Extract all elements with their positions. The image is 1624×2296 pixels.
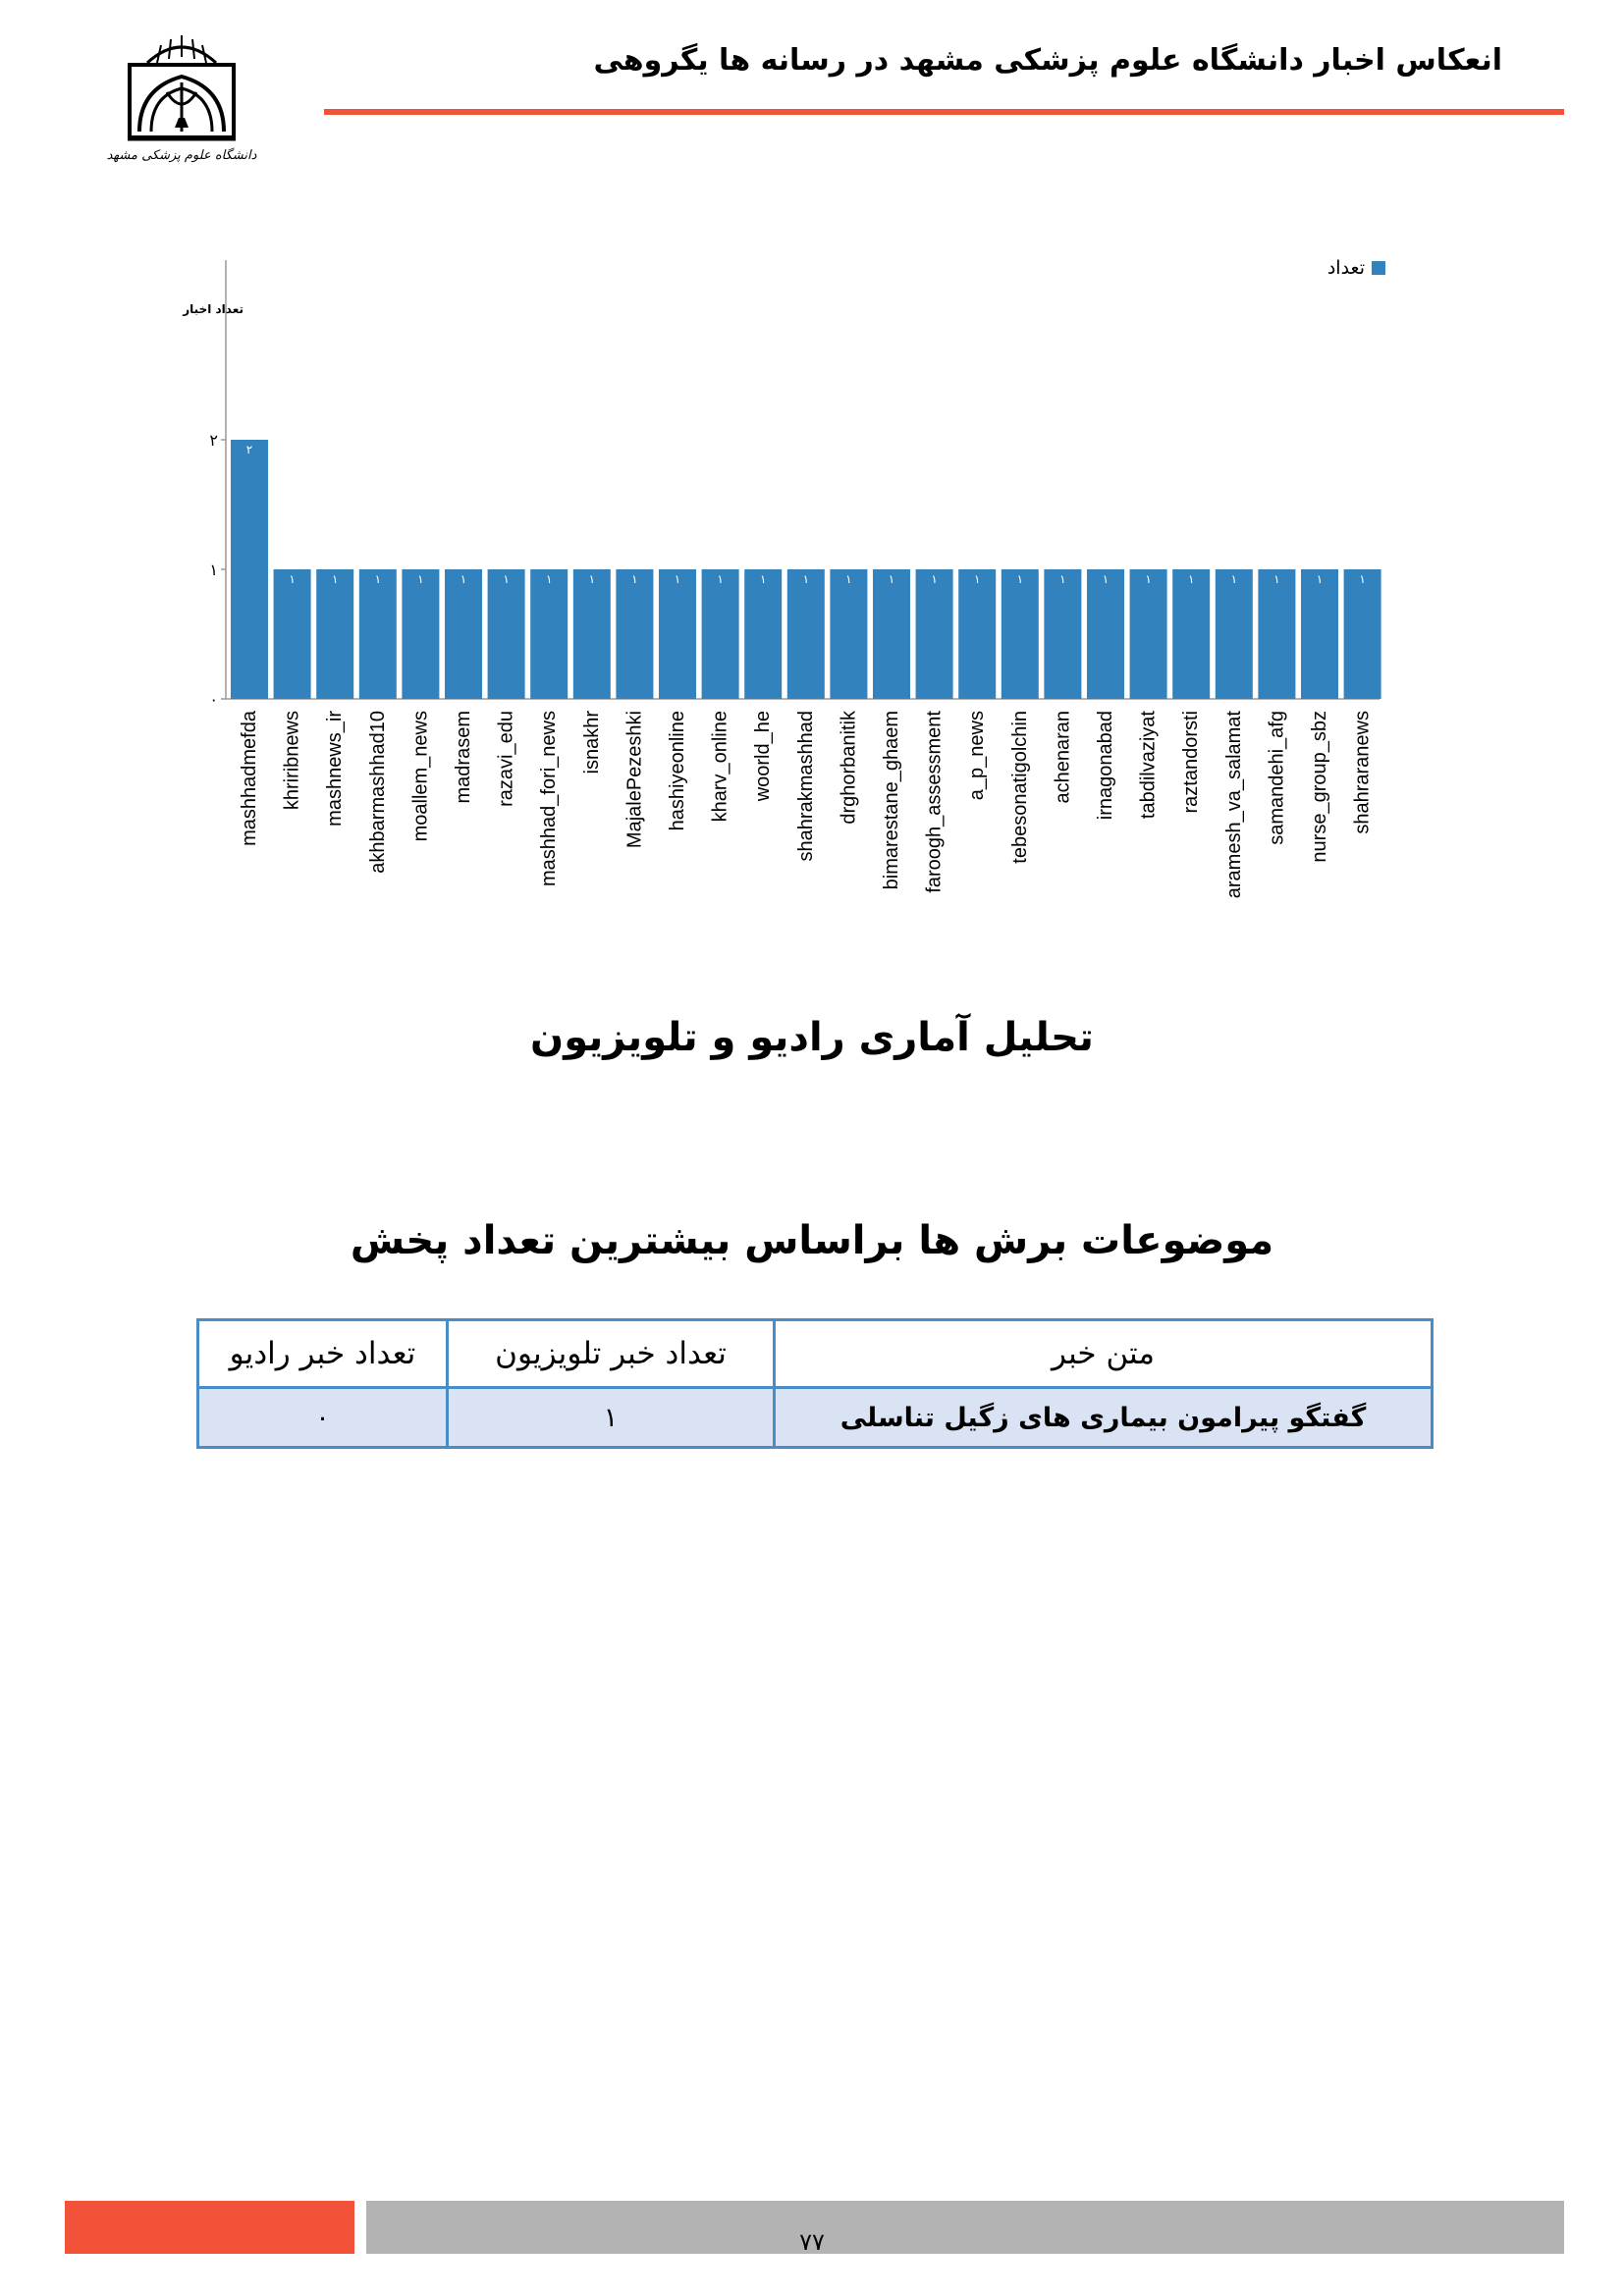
table-row — [198, 1388, 1433, 1448]
x-tick-label: faroogh_assessment — [923, 711, 946, 893]
x-tick-label: samandehi_afg — [1266, 711, 1288, 845]
bar-value-label: ١ — [460, 572, 467, 586]
news-table — [196, 1318, 1434, 1449]
legend-swatch — [1372, 261, 1385, 275]
table-header-row — [198, 1320, 1433, 1388]
bar-value-label: ١ — [888, 572, 895, 586]
bar-value-label: ١ — [588, 572, 596, 586]
bar-value-label: ١ — [674, 572, 681, 586]
x-tick-label: shahrakmashhad — [794, 711, 817, 862]
y-tick-label: ٢ — [209, 431, 218, 450]
bar-chart — [183, 245, 1404, 962]
bar — [274, 569, 311, 699]
cell-news-text: گفتگو پیرامون بیماری های زگیل تناسلی — [775, 1388, 1433, 1448]
bar-value-label: ١ — [1316, 572, 1324, 586]
x-tick-label: mashhadmefda — [239, 711, 260, 846]
chart-x-tick-labels — [239, 710, 1374, 898]
bar — [916, 569, 953, 699]
x-tick-label: woorld_he — [752, 711, 775, 802]
bar — [1258, 569, 1295, 699]
x-tick-label: madrasem — [453, 711, 474, 804]
x-tick-label: bimarestane_ghaem — [881, 711, 902, 890]
x-tick-label: khriribnews — [281, 711, 303, 811]
x-tick-label: akhbarmashhad10 — [366, 711, 389, 874]
bar — [445, 569, 482, 699]
column-header-tv-count: تعداد خبر تلویزیون — [448, 1320, 775, 1388]
bar-value-label: ١ — [1230, 572, 1238, 586]
cell-radio-count: ٠ — [198, 1388, 448, 1448]
bar-value-label: ٢ — [245, 443, 253, 456]
bar — [530, 569, 568, 699]
bar — [316, 569, 353, 699]
bar — [1301, 569, 1338, 699]
chart-legend — [1327, 257, 1385, 279]
x-tick-label: a_p_news — [966, 711, 989, 801]
bar-value-label: ١ — [417, 572, 424, 586]
x-tick-label: mashnews_ir — [324, 711, 347, 827]
bar — [787, 569, 825, 699]
bar — [702, 569, 739, 699]
bar — [488, 569, 525, 699]
bar-value-label: ١ — [503, 572, 510, 586]
bar-value-label: ١ — [1187, 572, 1195, 586]
bar — [873, 569, 910, 699]
y-tick-label: ٠ — [209, 690, 218, 709]
bar-value-label: ١ — [759, 572, 767, 586]
x-tick-label: shahraranews — [1351, 711, 1374, 834]
university-logo — [106, 33, 257, 166]
bar-value-label: ١ — [1059, 572, 1066, 586]
column-header-radio-count: تعداد خبر رادیو — [198, 1320, 448, 1388]
x-tick-label: hashiyeonline — [667, 711, 688, 831]
bar — [1001, 569, 1039, 699]
cell-tv-count: ١ — [448, 1388, 775, 1448]
bar — [359, 569, 397, 699]
bar — [573, 569, 611, 699]
section-heading: تحلیل آماری رادیو و تلویزیون — [530, 1015, 1094, 1060]
column-header-news-text: متن خبر — [775, 1320, 1433, 1388]
bar-value-label: ١ — [1016, 572, 1024, 586]
bar — [830, 569, 867, 699]
logo-caption: دانشگاه علوم پزشکی مشهد — [106, 148, 257, 163]
bar — [402, 569, 439, 699]
x-tick-label: irnagonabad — [1095, 711, 1116, 821]
bar-value-label: ١ — [289, 572, 296, 586]
bar — [1130, 569, 1167, 699]
bar — [1172, 569, 1210, 699]
x-tick-label: raztandorsti — [1180, 710, 1203, 814]
x-tick-label: mashhad_fori_news — [538, 711, 561, 886]
bar — [1044, 569, 1081, 699]
bar-value-label: ١ — [845, 572, 852, 586]
x-tick-label: aramesh_va_salamat — [1222, 711, 1245, 899]
bar-value-label: ١ — [1273, 572, 1280, 586]
bar — [958, 569, 996, 699]
bar — [1087, 569, 1124, 699]
bar-value-label: ١ — [802, 572, 810, 586]
x-tick-label: razavi_edu — [495, 711, 517, 807]
bar-value-label: ١ — [374, 572, 382, 586]
bar-value-label: ١ — [631, 572, 638, 586]
bar-value-label: ١ — [973, 572, 981, 586]
bar-value-label: ١ — [545, 572, 553, 586]
table-heading: موضوعات برش ها براساس بیشترین تعداد پخش — [350, 1218, 1274, 1263]
document-title: انعکاس اخبار دانشگاه علوم پزشکی مشهد در رسانه ها یگروهی — [593, 43, 1502, 78]
chart-y-axis-label: تعداد اخبار — [183, 302, 244, 316]
header-divider — [324, 109, 1564, 115]
bar-value-label: ١ — [717, 572, 724, 586]
x-tick-label: moallem_news — [409, 711, 432, 842]
x-tick-label: isnakhr — [580, 711, 603, 774]
x-tick-label: tebesonatigolchin — [1008, 711, 1031, 864]
x-tick-label: achenaran — [1052, 711, 1074, 804]
page-number: ٧٧ — [799, 2228, 825, 2256]
bar-value-label: ١ — [931, 572, 938, 586]
y-tick-label: ١ — [209, 561, 218, 579]
x-tick-label: MajalePezeshki — [623, 711, 646, 849]
bar — [1216, 569, 1253, 699]
bar — [231, 440, 268, 699]
bar — [659, 569, 696, 699]
bar — [616, 569, 653, 699]
bar-value-label: ١ — [1102, 572, 1110, 586]
bar — [744, 569, 782, 699]
x-tick-label: drghorbanitik — [838, 711, 860, 825]
legend-label: تعداد — [1326, 257, 1365, 279]
bar — [1344, 569, 1381, 699]
x-tick-label: nurse_group_sbz — [1309, 711, 1330, 863]
x-tick-label: tabdilvaziyat — [1137, 711, 1160, 820]
bar-value-label: ١ — [1145, 572, 1152, 586]
bar-value-label: ١ — [331, 572, 339, 586]
x-tick-label: kharv_online — [709, 711, 731, 823]
chart-bars — [231, 440, 1381, 699]
bar-value-label: ١ — [1359, 572, 1366, 586]
